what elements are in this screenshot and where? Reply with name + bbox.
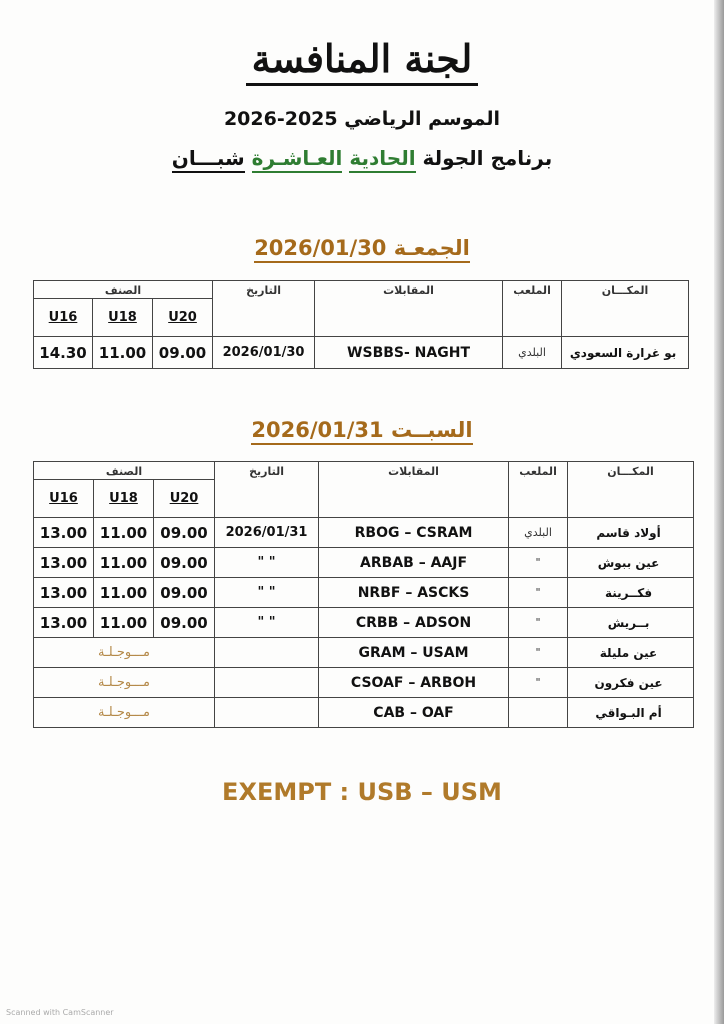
table-row: مـــوجـلـة CAB – OAF أم البـواقي xyxy=(34,698,694,728)
table-row: 13.00 11.00 09.00 " " NRBF – ASCKS " فكــرينة xyxy=(34,578,694,608)
postponed-label: مـــوجـلـة xyxy=(34,638,215,668)
u16-header: U16 xyxy=(34,480,94,518)
round-title: برنامج الجولة الحادية العـاشـرة شبـــان xyxy=(0,146,724,170)
u18-header: U18 xyxy=(93,299,153,337)
date-header: التاريخ xyxy=(213,281,315,337)
u20-header: U20 xyxy=(153,299,213,337)
u20-header: U20 xyxy=(154,480,215,518)
table-row: مـــوجـلـة CSOAF – ARBOH " عين فكرون xyxy=(34,668,694,698)
stadium-header: الملعب xyxy=(509,462,568,518)
exempt-note: EXEMPT : USB – USM xyxy=(222,778,502,806)
matches-header: المقابلات xyxy=(315,281,503,337)
matches-header: المقابلات xyxy=(319,462,509,518)
table-row: مـــوجـلـة GRAM – USAM " عين مليلة xyxy=(34,638,694,668)
place-header: المكـــان xyxy=(562,281,689,337)
date-header: التاريخ xyxy=(215,462,319,518)
season-label: الموسم الرياضي 2025-2026 xyxy=(223,108,501,130)
friday-heading: الجمعـة 2026/01/30 xyxy=(0,236,724,260)
saturday-heading: السبــت 2026/01/31 xyxy=(0,418,724,442)
u18-header: U18 xyxy=(94,480,154,518)
postponed-label: مـــوجـلـة xyxy=(34,698,215,728)
table-row: 13.00 11.00 09.00 " " CRBB – ADSON " بــريش xyxy=(34,608,694,638)
page-title: لجنة المنافسة xyxy=(0,36,724,81)
stadium-header: الملعب xyxy=(503,281,562,337)
saturday-table xyxy=(33,461,694,728)
table-row: 14.30 11.00 09.00 2026/01/30 WSBBS- NAGHT البلدي بو غرارة السعودي xyxy=(34,337,689,369)
table-row: 13.00 11.00 09.00 2026/01/31 RBOG – CSRAM البلدي أولاد قاسم xyxy=(34,518,694,548)
table-row: 13.00 11.00 09.00 " " ARBAB – AAJF " عين ببوش xyxy=(34,548,694,578)
category-header: الصنف xyxy=(34,462,215,480)
scanner-watermark: Scanned with CamScanner xyxy=(6,1008,114,1017)
place-header: المكـــان xyxy=(568,462,694,518)
postponed-label: مـــوجـلـة xyxy=(34,668,215,698)
u16-header: U16 xyxy=(34,299,93,337)
category-header: الصنف xyxy=(34,281,213,299)
friday-table xyxy=(33,280,689,369)
